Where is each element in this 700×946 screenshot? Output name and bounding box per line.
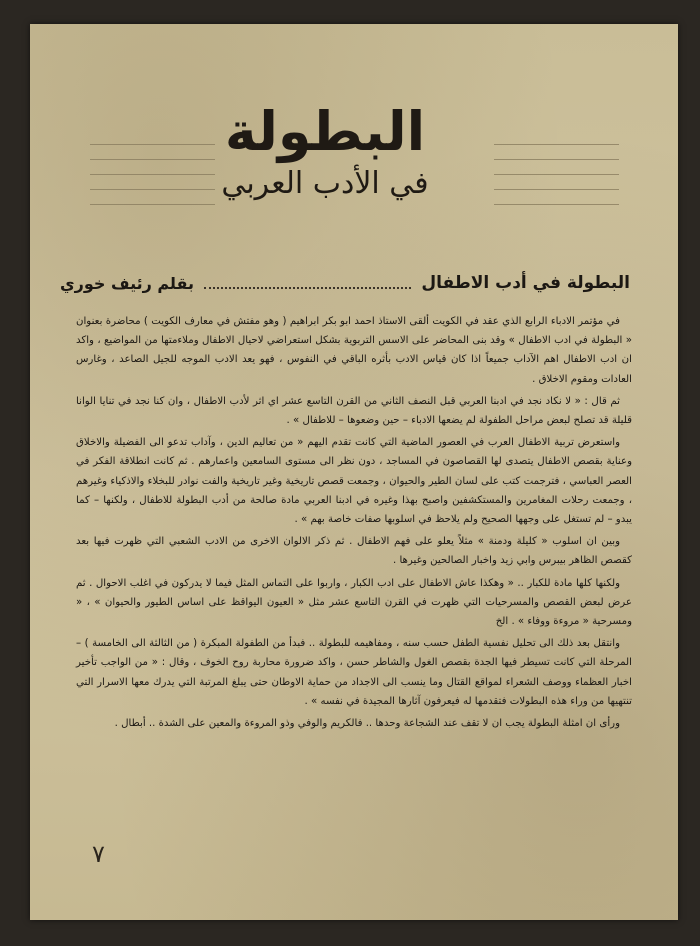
article-body [76,312,632,736]
paragraph: واستعرض تربية الاطفال العرب في العصور الماضية التي كانت تقدم اليهم « من تعاليم الدين ، وآداب تدعو الى الفضيلة والاخلاق وعناية بقصص الاطفال يتصدى لها القصاصون في المساجد ، دون نظر الى مستوى السامعين واعمارهم . ثم كانت انطلاقة الفكر في العصر العباسي ، فترجمت كتب على لسان الطير والحيوان ، وجمعت قصص تاريخية وغير تاريخية والفت نوادر للبخلاء والاذكياء وغيرهم ، وجمعت رحلات المغامرين والمستكشفين واصبح بهذا وغيره في ادبنا العربي مادة صالحة من أدب البطولة للاطفال ، ولكنها – كما يبدو – لم تستغل على وجهها الصحيح ولم يلاحظ في اسلوبها صفات خاصة بهم » . [76,437,632,526]
page-number: ٧ [92,840,105,868]
author-byline: بقلم رئيف خوري [60,273,194,293]
decorative-lines-right [494,144,619,219]
section-header [60,268,630,298]
title-subtitle: في الأدب العربي [221,166,429,201]
paragraph: وبين ان اسلوب « كليلة ودمنة » مثلاً يعلو على فهم الاطفال . ثم ذكر الالوان الاخرى من الادب الشعبي التي ظهرت فيها بعد كقصص الظاهر بيبرس وابي زيد واخبار الصالحين وغيرها . [76,536,632,567]
paragraph: ولكنها كلها مادة للكبار .. « وهكذا عاش الاطفال على ادب الكبار ، واربوا على التماس المثل فيما لا يدركون في اغلب الاحوال . ثم عرض لبعض القصص والمسرحيات التي ظهرت في القرن التاسع عشر مثل « العيون اليواقظ على اساس الطيور والحيوان » ، « ومسرحية « مروءة ووفاء » . الخ [76,577,632,628]
paragraph: وانتقل بعد ذلك الى تحليل نفسية الطفل حسب سنه ، ومفاهيمه للبطولة .. فبدأ من الطفولة المبكرة ( من الثالثة الى الخامسة ) – المرحلة التي كانت تسيطر فيها الجدة بقصص الغول والشاطر حسن ، واكد ضرورة محاربة روح الخوف ، وقال : « من الواجب تأخير اخبار العظماء ووصف الشعراء لمواقع القتال وما ينسب الى الاجداد من حماية الاوطان حتى يبلغ المرتبة التي يدرك معها الاسرار التي تنتهيها من وراء هذه البطولات فتقدمها له فيعرفون آثارها المجيدة في نفسه » . [76,638,632,707]
paragraph: ورأى ان امثلة البطولة يجب ان لا تقف عند الشجاعة وحدها .. فالكريم والوفي وذو المروءة والمعين على الشدة .. أبطال . [114,718,620,730]
decorative-lines-left [90,144,215,219]
dotted-leader [204,277,411,289]
section-title: البطولة في أدب الاطفال [421,273,630,293]
paragraph: ثم قال : « لا نكاد نجد في ادبنا العربي قبل النصف الثاني من القرن التاسع عشر اي اثر لأدب الاطفال ، وان كنا نجد في تنايا الوانا قليلة قد تصلح لبعض مراحل الطفولة لم يضعها الادباء – حين وضعوها – للاطفال » . [76,395,632,427]
title-main: البطولة [224,100,426,163]
paragraph: في مؤتمر الادباء الرابع الذي عقد في الكويت ألقى الاستاذ احمد ابو بكر ابراهيم ( وهو مفتش في معارف الكويت ) محاضرة بعنوان « البطولة في ادب الاطفال » وقد بنى المحاضر على الاسس التربوية بشكل استعراضي لاحيال الاطفال وملاءمتها من المواضيع ، واكد ان ادب الاطفال اهم الآداب جميعاً اذا كان قياس الادب بأثره الباقي في النفوس ، فهو يعد الادب الموجه للجيل الصاعد ، وغارس العادات ومقوم الاخلاق . [76,316,632,385]
article-title [200,100,450,204]
